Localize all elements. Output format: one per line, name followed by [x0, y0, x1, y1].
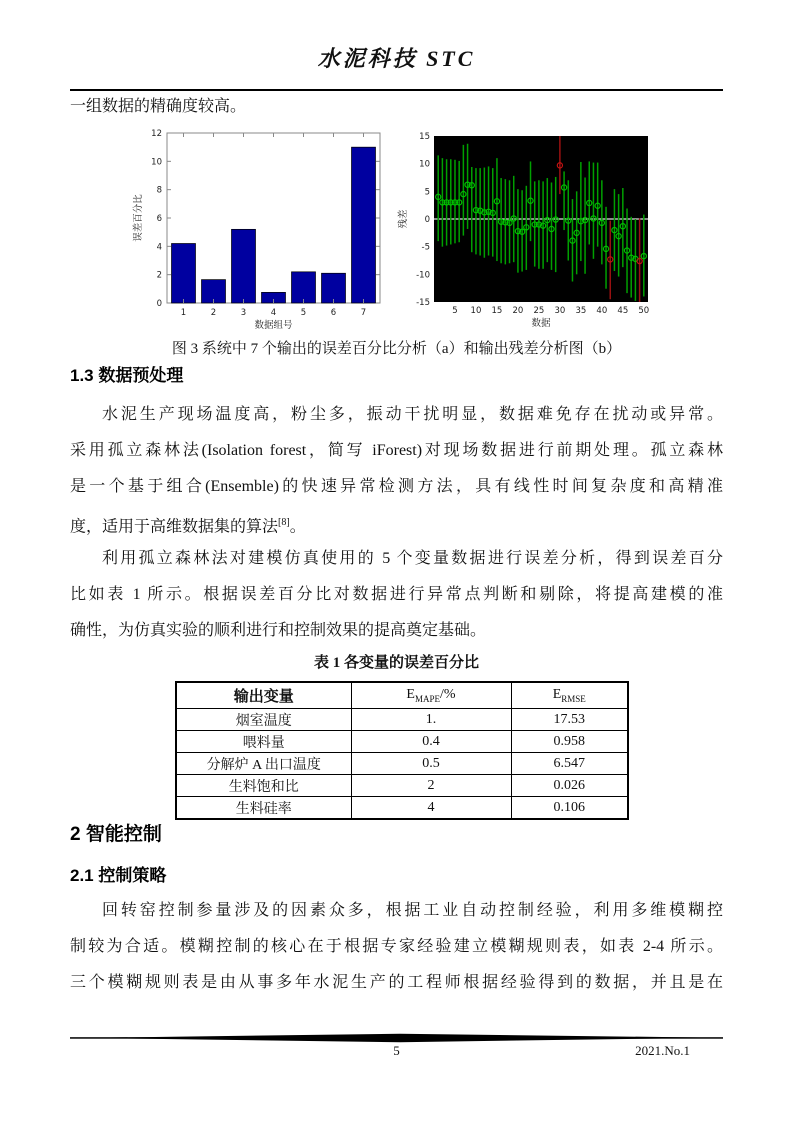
cell-ermse: 0.106 — [511, 797, 628, 820]
cell-emape: 0.4 — [351, 731, 511, 753]
svg-text:10: 10 — [470, 306, 482, 316]
header-suffix: /% — [440, 687, 456, 703]
svg-text:1: 1 — [180, 308, 187, 318]
cell-variable: 分解炉 A 出口温度 — [176, 753, 351, 775]
svg-text:4: 4 — [156, 242, 162, 253]
footer-divider — [70, 1033, 723, 1043]
col-header-output-variable: 输出变量 — [176, 682, 351, 709]
cell-ermse: 17.53 — [511, 709, 628, 731]
text-line — [70, 505, 723, 541]
svg-text:4: 4 — [270, 308, 277, 318]
footer-issue: 2021.No.1 — [635, 1043, 690, 1058]
svg-text:3: 3 — [240, 308, 247, 318]
figure-caption: 图 3 系统中 7 个输出的误差百分比分析（a）和输出残差分析图（b） — [171, 341, 622, 357]
svg-text:25: 25 — [533, 306, 545, 316]
text-line: 三个模糊规则表是由从事多年水泥生产的工程师根据经验得到的数据，并且是在 — [70, 974, 723, 991]
svg-text:-15: -15 — [416, 298, 430, 308]
section-heading-1-3: 1.3 数据预处理 — [70, 366, 184, 385]
cell-variable: 喂料量 — [176, 731, 351, 753]
svg-text:-5: -5 — [421, 242, 430, 253]
cell-emape: 4 — [351, 797, 511, 820]
cell-ermse: 0.958 — [511, 731, 628, 753]
svg-text:35: 35 — [575, 306, 587, 316]
svg-text:20: 20 — [512, 306, 524, 316]
table-row — [176, 731, 628, 753]
header-base: E — [552, 687, 562, 703]
svg-text:12: 12 — [151, 129, 162, 139]
svg-text:10: 10 — [151, 157, 162, 168]
journal-title: 水泥科技 STC — [317, 46, 476, 71]
cell-variable: 生料饱和比 — [176, 775, 351, 797]
svg-text:5: 5 — [424, 187, 430, 198]
header-subscript: RMSE — [561, 693, 586, 704]
table-header-row — [176, 682, 628, 709]
svg-text:15: 15 — [419, 132, 430, 142]
svg-text:10: 10 — [419, 159, 430, 170]
table-title: 表 1 各变量的误差百分比 — [313, 655, 479, 671]
svg-text:0: 0 — [156, 299, 162, 309]
reference-superscript: [8] — [278, 517, 290, 528]
text-segment: 。 — [289, 518, 306, 536]
table-row — [176, 709, 628, 731]
svg-text:5: 5 — [452, 306, 458, 316]
text-line: 比如表 1 所示。根据误差百分比对数据进行异常点判断和剔除，将提高建模的准 — [70, 586, 723, 603]
cell-variable: 烟室温度 — [176, 709, 351, 731]
text-line: 是一个基于组合(Ensemble)的快速异常检测方法，具有线性时间复杂度和高精准 — [70, 478, 723, 495]
error-percentage-table — [175, 681, 629, 820]
text-line: 采用孤立森林法(Isolation forest，简写 iForest)对现场数据进行前期处理。孤立森林 — [70, 442, 723, 459]
table-row — [176, 775, 628, 797]
intro-text: 一组数据的精确度较高。 — [70, 98, 247, 115]
cell-ermse: 0.026 — [511, 775, 628, 797]
svg-text:6: 6 — [156, 214, 162, 224]
cell-ermse: 6.547 — [511, 753, 628, 775]
cell-emape: 2 — [351, 775, 511, 797]
footer-page-number: 5 — [393, 1043, 400, 1058]
header-subscript: MAPE — [414, 693, 440, 704]
svg-text:数据组号: 数据组号 — [254, 320, 293, 331]
text-line: 水泥生产现场温度高，粉尘多，振动干扰明显，数据难免存在扰动或异常。 — [102, 406, 723, 423]
svg-text:残差: 残差 — [398, 209, 409, 229]
col-header-ermse — [511, 682, 628, 709]
table-row — [176, 753, 628, 775]
cell-emape: 1. — [351, 709, 511, 731]
svg-text:0: 0 — [424, 215, 430, 225]
svg-text:数据: 数据 — [531, 318, 551, 329]
paragraph-preprocessing-2 — [70, 541, 723, 649]
svg-text:误差百分比: 误差百分比 — [133, 194, 144, 242]
svg-text:6: 6 — [330, 308, 337, 318]
table-row — [176, 797, 628, 820]
header-rule — [70, 89, 723, 91]
header-base: E — [406, 687, 415, 703]
svg-text:40: 40 — [596, 306, 608, 316]
svg-text:50: 50 — [638, 306, 650, 316]
cell-variable: 生料硅率 — [176, 797, 351, 820]
col-header-emape — [351, 682, 511, 709]
section-heading-2: 2 智能控制 — [70, 824, 162, 845]
residual-chart-figure-b — [396, 122, 660, 334]
svg-text:8: 8 — [156, 185, 162, 196]
paragraph-control-strategy — [70, 893, 723, 1001]
text-segment: 度，适用于高维数据集的算法 — [70, 518, 279, 536]
text-line: 确性，为仿真实验的顺利进行和控制效果的提高奠定基础。 — [70, 622, 487, 639]
svg-text:5: 5 — [300, 308, 307, 318]
cell-emape: 0.5 — [351, 753, 511, 775]
svg-text:2: 2 — [156, 270, 162, 281]
text-line: 回转窑控制参量涉及的因素众多，根据工业自动控制经验，利用多维模糊控 — [102, 902, 723, 919]
paragraph-preprocessing-1 — [70, 397, 723, 541]
section-heading-2-1: 2.1 控制策略 — [70, 866, 167, 885]
svg-text:7: 7 — [360, 308, 367, 318]
text-line: 利用孤立森林法对建模仿真使用的 5 个变量数据进行误差分析，得到误差百分 — [102, 550, 723, 567]
svg-text:15: 15 — [491, 306, 503, 316]
bar-chart-figure-a — [128, 122, 396, 334]
svg-text:2: 2 — [210, 308, 217, 318]
svg-text:-10: -10 — [416, 270, 430, 281]
svg-text:45: 45 — [617, 306, 629, 316]
text-line: 制较为合适。模糊控制的核心在于根据专家经验建立模糊规则表，如表 2-4 所示。 — [70, 938, 723, 955]
svg-text:30: 30 — [554, 306, 566, 316]
